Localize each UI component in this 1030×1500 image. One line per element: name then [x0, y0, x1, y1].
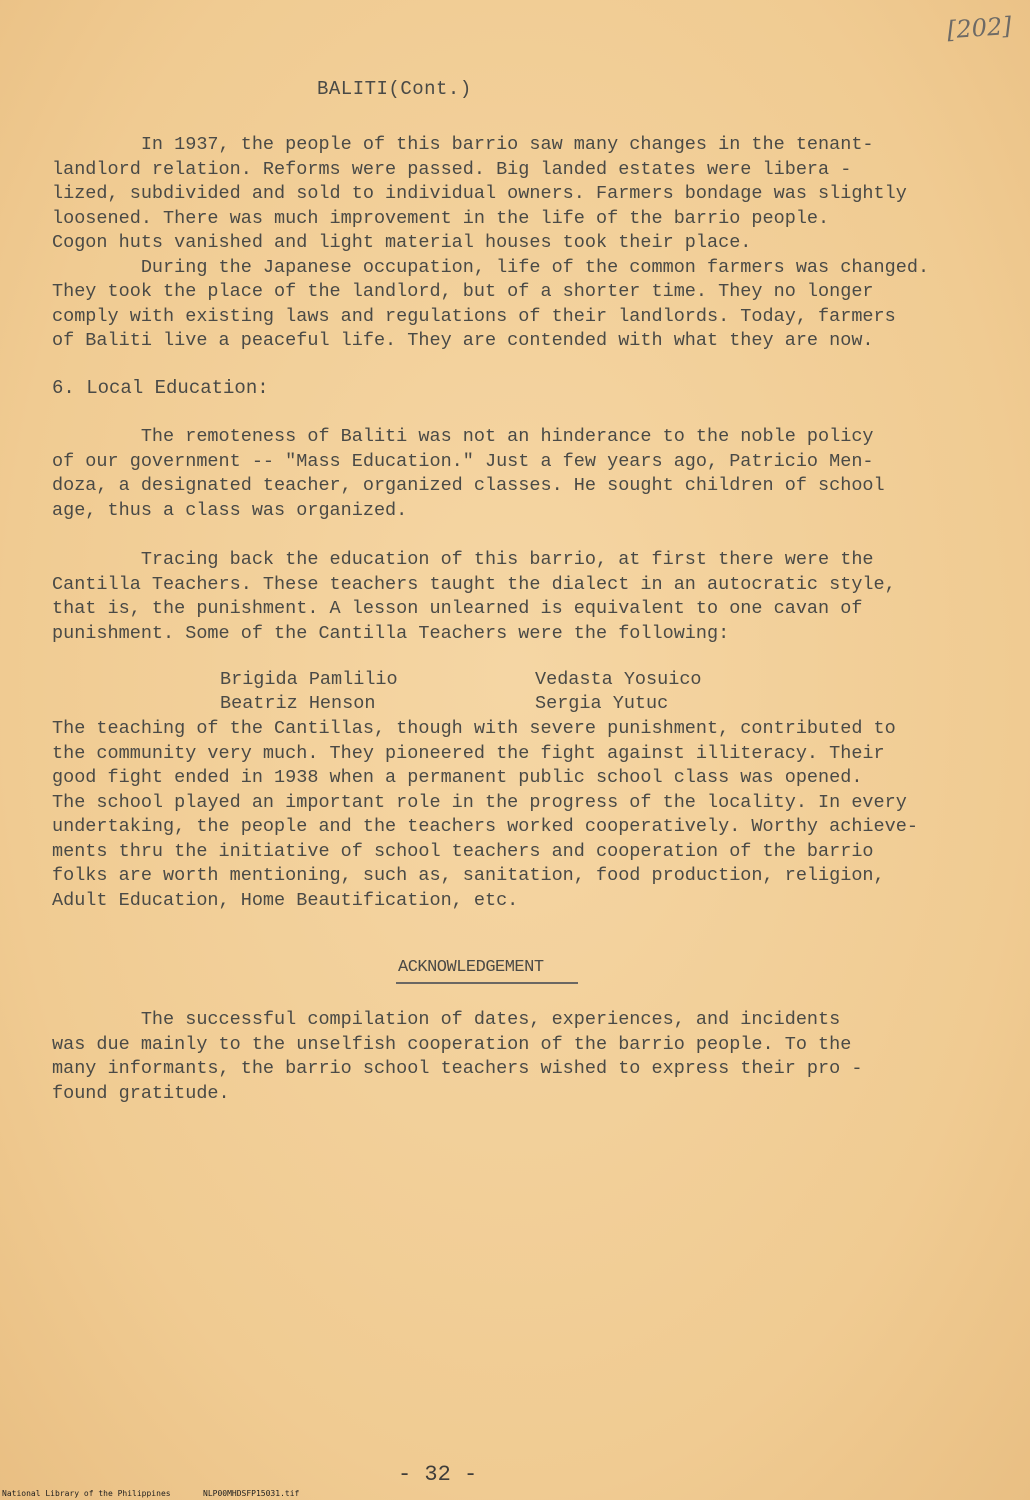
page-heading: BALITI(Cont.)	[317, 78, 472, 100]
page-number: - 32 -	[398, 1462, 478, 1487]
paragraph-cantilla-teachers: Tracing back the education of this barrio, at first there were the Cantilla Teachers. These teachers taught the dialect in an autocratic style, that is, the punishment. A lesson unlearned is equivalent to one cavan of punishment. Some of the Cantilla Teachers were the following:	[52, 549, 896, 644]
teacher-name: Beatriz Henson	[220, 693, 376, 714]
teacher-name: Sergia Yutuc	[535, 693, 669, 714]
teacher-row	[220, 692, 702, 716]
section-title-local-education: 6. Local Education:	[52, 377, 269, 399]
paragraph-acknowledgement: The successful compilation of dates, experiences, and incidents was due mainly to the unselfish cooperation of the barrio people. To the many informants, the barrio school teachers wished to express their pro - found gratitude.	[52, 1009, 863, 1104]
teacher-row	[220, 668, 702, 692]
footer-source: National Library of the Philippines	[2, 1489, 171, 1498]
paragraph-mass-education: The remoteness of Baliti was not an hinderance to the noble policy of our government -- "Mass Education." Just a few years ago, Patricio Men- doza, a designated teacher, organized classes. He sought children of school age, thus a class was organized.	[52, 426, 885, 521]
paragraph-school-progress: The teaching of the Cantillas, though with severe punishment, contributed to the community very much. They pioneered the fight against illiteracy. Their good fight ended in 1938 when a permanent public school class was opened. The school played an important role in the progress of the locality. In every undertaking, the people and the teachers worked cooperatively. Worthy achieve- ments thru the initiative of school teachers and cooperation of the barrio folks are worth mentioning, such as, sanitation, food production, religion, Adult Education, Home Beautification, etc.	[52, 718, 918, 911]
acknowledgement-title: ACKNOWLEDGEMENT	[398, 958, 544, 977]
teacher-names-list	[220, 668, 702, 716]
handwritten-page-note: [202]	[946, 11, 1013, 45]
footer-filename: NLP00MHDSFP15031.tif	[203, 1489, 300, 1498]
teacher-name: Vedasta Yosuico	[535, 669, 702, 690]
acknowledgement-underline	[396, 982, 578, 984]
paragraph-tenancy: In 1937, the people of this barrio saw many changes in the tenant- landlord relation. Reforms were passed. Big landed estates were libera - lized, subdivided and sold to individual owners. Farmers bondage was slightly loosened. There was much improvement in the life of the barrio people. Cogon huts vanished and light material houses took their place. During the Japanese occupation, life of the common farmers was changed. They took the place of the landlord, but of a shorter time. They no longer comply with existing laws and regulations of their landlords. Today, farmers of Baliti live a peaceful life. They are contended with what they are now.	[52, 134, 930, 351]
teacher-name: Brigida Pamlilio	[220, 669, 398, 690]
